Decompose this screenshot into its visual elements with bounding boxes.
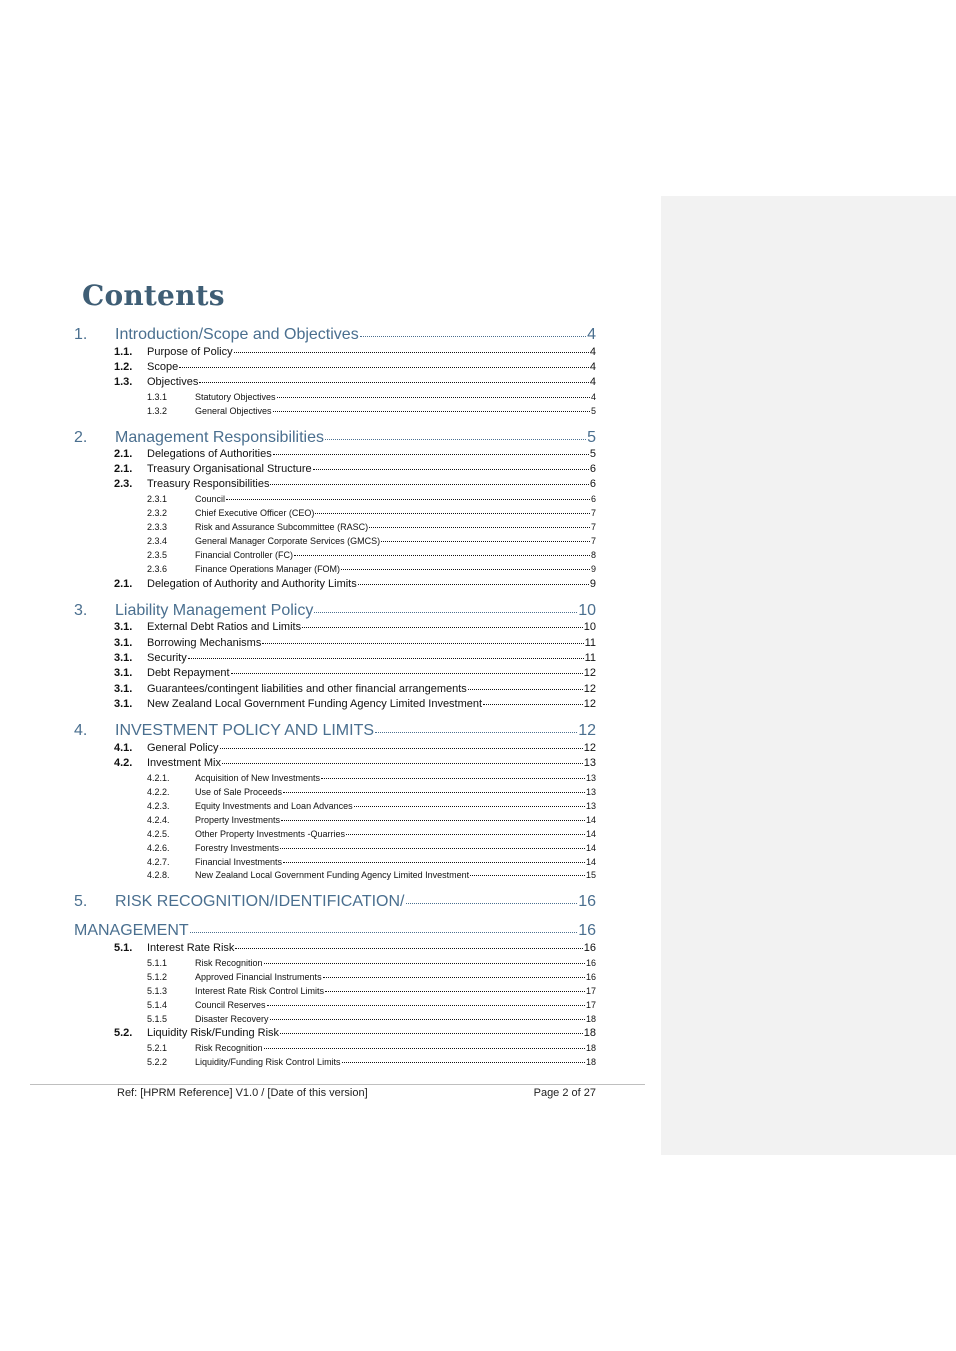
toc-entry-title: Disaster Recovery: [195, 1014, 269, 1024]
toc-entry-title: Statutory Objectives: [195, 392, 276, 402]
toc-entry-number: 2.1.: [114, 578, 133, 590]
toc-entry[interactable]: [147, 869, 596, 881]
toc-entry-title: Delegation of Authority and Authority Limits: [147, 578, 357, 590]
toc-entry[interactable]: [147, 391, 596, 403]
toc-dot-leader: [302, 627, 583, 628]
toc-entry[interactable]: [114, 697, 596, 711]
toc-entry-title: Other Property Investments -Quarries: [195, 829, 346, 839]
toc-entry-number: 2.3.2: [147, 508, 168, 518]
toc-entry-page: 14: [585, 857, 596, 867]
toc-entry-page: 12: [583, 683, 596, 695]
toc-entry-title: Finance Operations Manager (FOM): [195, 564, 341, 574]
toc-entry-title: Property Investments: [195, 815, 281, 825]
footer-divider: [30, 1084, 645, 1085]
toc-entry-page: 4: [589, 361, 596, 373]
toc-entry-number: 5.1.3: [147, 986, 168, 996]
toc-dot-leader: [342, 1062, 585, 1063]
toc-dot-leader: [360, 336, 586, 337]
comment-pane: [661, 196, 956, 1155]
toc-entry-number: 4.2.6.: [147, 843, 170, 853]
toc-entry-title: Chief Executive Officer (CEO): [195, 508, 315, 518]
toc-entry-number: 4.2.: [114, 757, 133, 769]
toc-dot-leader: [273, 454, 589, 455]
toc-entry-page: 18: [585, 1043, 596, 1053]
toc-entry[interactable]: [147, 507, 596, 519]
toc-entry[interactable]: [147, 800, 596, 812]
toc-dot-leader: [273, 411, 590, 412]
toc-entry-number: 5.: [74, 893, 88, 910]
toc-entry-number: 1.2.: [114, 361, 133, 373]
toc-entry-title: Approved Financial Instruments: [195, 972, 322, 982]
toc-dot-leader: [264, 963, 585, 964]
toc-entry[interactable]: [147, 563, 596, 575]
toc-dot-leader: [190, 932, 578, 933]
toc-entry[interactable]: [114, 375, 596, 389]
toc-dot-leader: [262, 643, 583, 644]
toc-entry-number: 2.3.: [114, 478, 133, 490]
toc-entry-number: 5.2.1: [147, 1043, 168, 1053]
toc-entry-number: 1.3.: [114, 376, 133, 388]
toc-dot-leader: [375, 732, 577, 733]
toc-entry[interactable]: [114, 462, 596, 476]
toc-entry-number: 4.1.: [114, 742, 133, 754]
toc-dot-leader: [346, 834, 585, 835]
toc-entry-number: 2.3.6: [147, 564, 168, 574]
toc-entry-page: 8: [590, 550, 596, 560]
footer-reference: Ref: [HPRM Reference] V1.0 / [Date of this version]: [117, 1087, 368, 1099]
toc-dot-leader: [199, 382, 589, 383]
toc-entry-number: 1.3.2: [147, 406, 168, 416]
toc-entry[interactable]: [114, 345, 596, 359]
toc-dot-leader: [381, 541, 590, 542]
toc-entry-number: 3.1.: [114, 652, 133, 664]
toc-entry-page: 16: [585, 972, 596, 982]
toc-dot-leader: [270, 484, 588, 485]
toc-entry-number: 5.2.: [114, 1027, 133, 1039]
toc-entry-number: 3.1.: [114, 637, 133, 649]
toc-entry[interactable]: [114, 360, 596, 374]
toc-entry-number: 4.: [74, 722, 88, 739]
toc-entry-number: 3.: [74, 602, 88, 619]
toc-dot-leader: [281, 820, 585, 821]
toc-entry[interactable]: [147, 521, 596, 533]
toc-dot-leader: [323, 977, 585, 978]
toc-dot-leader: [270, 1019, 585, 1020]
toc-entry-title: Use of Sale Proceeds: [195, 787, 283, 797]
toc-entry[interactable]: [114, 756, 596, 770]
toc-dot-leader: [283, 862, 585, 863]
toc-entry-title: Risk and Assurance Subcommittee (RASC): [195, 522, 369, 532]
toc-dot-leader: [267, 1005, 585, 1006]
toc-entry-title: Security: [147, 652, 187, 664]
toc-entry[interactable]: [147, 1042, 596, 1054]
toc-entry-number: 5.1.4: [147, 1000, 168, 1010]
toc-entry-number: 4.2.7.: [147, 857, 170, 867]
toc-entry-title: New Zealand Local Government Funding Agency Limited Investment: [147, 698, 483, 710]
toc-entry-page: 5: [590, 406, 596, 416]
toc-entry[interactable]: [147, 772, 596, 784]
toc-dot-leader: [220, 748, 583, 749]
toc-entry[interactable]: [114, 666, 596, 680]
toc-entry[interactable]: [147, 828, 596, 840]
toc-entry-page: 15: [585, 870, 596, 880]
toc-entry[interactable]: [147, 814, 596, 826]
toc-dot-leader: [314, 612, 577, 613]
toc-dot-leader: [188, 658, 584, 659]
toc-entry-number: 2.3.4: [147, 536, 168, 546]
toc-dot-leader: [468, 689, 583, 690]
toc-entry[interactable]: [114, 941, 596, 955]
toc-dot-leader: [235, 948, 582, 949]
toc-entry[interactable]: [74, 325, 596, 345]
toc-entry-title: Council Reserves: [195, 1000, 266, 1010]
toc-entry-title: Liquidity/Funding Risk Control Limits: [195, 1057, 341, 1067]
toc-dot-leader: [280, 1033, 583, 1034]
toc-entry-title: Guarantees/contingent liabilities and other financial arrangements: [147, 683, 467, 695]
toc-entry[interactable]: [114, 577, 596, 591]
toc-entry[interactable]: [147, 493, 596, 505]
toc-entry-page: 11: [584, 652, 596, 664]
toc-entry[interactable]: [114, 651, 596, 665]
toc-dot-leader: [325, 439, 586, 440]
toc-entry-page: 12: [583, 742, 596, 754]
toc-entry[interactable]: [147, 957, 596, 969]
toc-entry-page: 12: [583, 667, 596, 679]
toc-dot-leader: [470, 875, 585, 876]
toc-entry[interactable]: [114, 682, 596, 696]
toc-entry-number: 2.1.: [114, 448, 133, 460]
toc-entry-number: 4.2.4.: [147, 815, 170, 825]
toc-entry-page: 14: [585, 843, 596, 853]
toc-entry-title: Borrowing Mechanisms: [147, 637, 262, 649]
footer-page-number: Page 2 of 27: [533, 1087, 596, 1099]
toc-entry-page: 13: [585, 801, 596, 811]
toc-dot-leader: [406, 903, 578, 904]
toc-entry-page: 10: [578, 602, 596, 619]
toc-entry-page: 12: [583, 698, 596, 710]
toc-entry-title: New Zealand Local Government Funding Agency Limited Investment: [195, 870, 470, 880]
toc-entry-title: External Debt Ratios and Limits: [147, 621, 302, 633]
toc-entry[interactable]: [114, 636, 596, 650]
toc-entry-number: 2.3.3: [147, 522, 168, 532]
toc-dot-leader: [354, 806, 585, 807]
toc-entry[interactable]: [74, 721, 596, 741]
toc-dot-leader: [341, 569, 590, 570]
toc-entry[interactable]: [74, 921, 596, 941]
toc-entry[interactable]: [147, 1056, 596, 1068]
toc-entry[interactable]: [114, 447, 596, 461]
toc-entry[interactable]: [147, 856, 596, 868]
toc-entry-title: Introduction/Scope and Objectives: [115, 326, 359, 343]
toc-entry[interactable]: [147, 985, 596, 997]
toc-entry-number: 3.1.: [114, 683, 133, 695]
toc-entry-number: 1.3.1: [147, 392, 168, 402]
toc-entry-number: 4.2.5.: [147, 829, 170, 839]
toc-entry-page: 16: [578, 893, 596, 910]
toc-entry-page: 17: [585, 1000, 596, 1010]
toc-dot-leader: [294, 555, 590, 556]
toc-entry-page: 4: [590, 392, 596, 402]
toc-entry-title: Delegations of Authorities: [147, 448, 272, 460]
toc-dot-leader: [483, 704, 583, 705]
toc-entry-page: 13: [585, 787, 596, 797]
toc-entry-number: 3.1.: [114, 621, 133, 633]
toc-entry-title: Liability Management Policy: [115, 602, 314, 619]
toc-entry[interactable]: [147, 549, 596, 561]
toc-entry-page: 9: [590, 564, 596, 574]
toc-dot-leader: [325, 991, 585, 992]
toc-entry-title: General Objectives: [195, 406, 272, 416]
toc-entry-page: 18: [585, 1057, 596, 1067]
toc-entry-number: 4.2.1.: [147, 773, 170, 783]
toc-entry-page: 5: [587, 429, 596, 446]
toc-entry-title: Management Responsibilities: [115, 429, 324, 446]
toc-entry-page: 18: [583, 1027, 596, 1039]
toc-entry[interactable]: [147, 999, 596, 1011]
toc-entry-page: 4: [587, 326, 596, 343]
toc-entry[interactable]: [114, 620, 596, 634]
toc-entry[interactable]: [114, 1026, 596, 1040]
toc-dot-leader: [321, 778, 585, 779]
toc-entry[interactable]: [74, 601, 596, 621]
toc-entry-number: 2.3.5: [147, 550, 168, 560]
toc-entry-title: Scope: [147, 361, 179, 373]
toc-entry-title: General Manager Corporate Services (GMCS): [195, 536, 381, 546]
toc-entry-page: 14: [585, 815, 596, 825]
toc-entry[interactable]: [147, 786, 596, 798]
toc-entry-title: Risk Recognition: [195, 1043, 263, 1053]
toc-entry-page: 6: [589, 478, 596, 490]
toc-entry-number: 5.1.5: [147, 1014, 168, 1024]
toc-entry[interactable]: [147, 971, 596, 983]
toc-dot-leader: [313, 469, 589, 470]
toc-entry-title: MANAGEMENT: [74, 922, 189, 939]
toc-dot-leader: [315, 513, 590, 514]
toc-entry[interactable]: [147, 1013, 596, 1025]
toc-entry-title: Treasury Responsibilities: [147, 478, 270, 490]
toc-entry-number: 4.2.3.: [147, 801, 170, 811]
toc-dot-leader: [222, 763, 583, 764]
toc-entry-page: 13: [585, 773, 596, 783]
toc-entry-number: 5.1.1: [147, 958, 168, 968]
toc-entry-number: 5.1.: [114, 942, 133, 954]
toc-entry-title: Interest Rate Risk Control Limits: [195, 986, 325, 996]
toc-entry-page: 11: [584, 637, 596, 649]
toc-entry-page: 10: [583, 621, 596, 633]
toc-entry-number: 1.: [74, 326, 88, 343]
toc-entry-page: 7: [590, 522, 596, 532]
toc-entry-page: 5: [589, 448, 596, 460]
toc-entry-page: 6: [589, 463, 596, 475]
toc-entry-page: 17: [585, 986, 596, 996]
toc-entry-page: 4: [589, 346, 596, 358]
toc-entry-title: Objectives: [147, 376, 199, 388]
toc-entry[interactable]: [147, 842, 596, 854]
toc-entry-number: 5.2.2: [147, 1057, 168, 1067]
toc-entry-number: 4.2.8.: [147, 870, 170, 880]
toc-entry-title: Treasury Organisational Structure: [147, 463, 312, 475]
toc-dot-leader: [283, 792, 585, 793]
toc-dot-leader: [226, 499, 590, 500]
toc-entry-number: 3.1.: [114, 667, 133, 679]
toc-entry-title: General Policy: [147, 742, 219, 754]
toc-entry-page: 16: [578, 922, 596, 939]
toc-entry-page: 18: [585, 1014, 596, 1024]
toc-entry[interactable]: [74, 892, 596, 912]
toc-entry-title: Equity Investments and Loan Advances: [195, 801, 353, 811]
toc-entry-number: 2.1.: [114, 463, 133, 475]
toc-entry-page: 4: [589, 376, 596, 388]
toc-entry-number: 3.1.: [114, 698, 133, 710]
toc-entry-page: 9: [589, 578, 596, 590]
toc-entry[interactable]: [147, 405, 596, 417]
toc-entry-page: 7: [590, 508, 596, 518]
toc-dot-leader: [277, 397, 590, 398]
toc-entry[interactable]: [147, 535, 596, 547]
toc-entry-page: 13: [583, 757, 596, 769]
toc-entry-title: RISK RECOGNITION/IDENTIFICATION/: [115, 893, 405, 910]
toc-dot-leader: [369, 527, 590, 528]
toc-entry-page: 6: [590, 494, 596, 504]
toc-entry-page: 7: [590, 536, 596, 546]
toc-entry-page: 14: [585, 829, 596, 839]
toc-entry-number: 5.1.2: [147, 972, 168, 982]
toc-dot-leader: [231, 673, 583, 674]
toc-entry-title: INVESTMENT POLICY AND LIMITS: [115, 722, 375, 739]
toc-entry[interactable]: [114, 741, 596, 755]
toc-entry[interactable]: [74, 428, 596, 448]
toc-entry-number: 2.3.1: [147, 494, 168, 504]
toc-entry-title: Financial Controller (FC): [195, 550, 294, 560]
toc-entry-number: 4.2.2.: [147, 787, 170, 797]
toc-entry-page: 16: [583, 942, 596, 954]
contents-title: Contents: [82, 279, 225, 312]
toc-entry-title: Financial Investments: [195, 857, 283, 867]
toc-entry-title: Risk Recognition: [195, 958, 263, 968]
toc-entry-number: 2.: [74, 429, 88, 446]
toc-dot-leader: [179, 367, 589, 368]
toc-dot-leader: [358, 584, 589, 585]
toc-entry[interactable]: [114, 477, 596, 491]
toc-entry-title: Purpose of Policy: [147, 346, 233, 358]
toc-entry-title: Debt Repayment: [147, 667, 230, 679]
toc-entry-page: 16: [585, 958, 596, 968]
toc-entry-title: Investment Mix: [147, 757, 221, 769]
toc-entry-title: Liquidity Risk/Funding Risk: [147, 1027, 280, 1039]
toc-entry-number: 1.1.: [114, 346, 133, 358]
toc-dot-leader: [280, 848, 585, 849]
toc-entry-title: Council: [195, 494, 226, 504]
toc-entry-page: 12: [578, 722, 596, 739]
toc-entry-title: Interest Rate Risk: [147, 942, 235, 954]
toc-entry-title: Acquisition of New Investments: [195, 773, 321, 783]
toc-entry-title: Forestry Investments: [195, 843, 280, 853]
toc-dot-leader: [234, 352, 589, 353]
toc-dot-leader: [264, 1048, 585, 1049]
